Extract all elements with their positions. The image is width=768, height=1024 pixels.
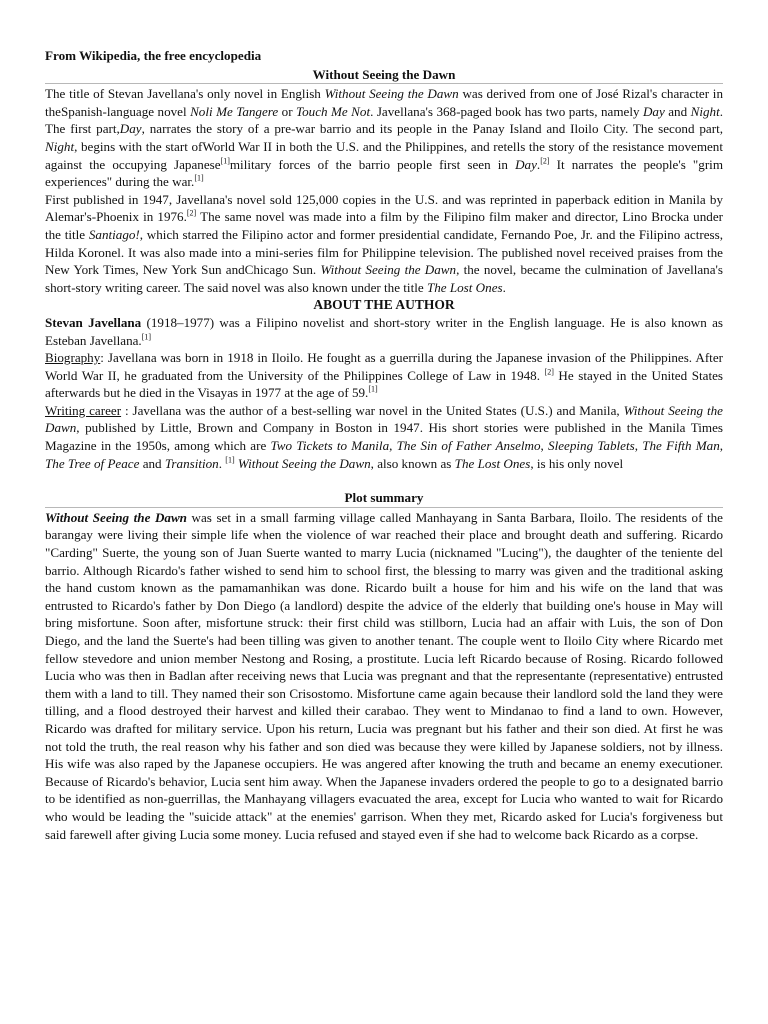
career-label: Writing career (45, 402, 122, 418)
biography-label: Biography (45, 350, 101, 366)
title-divider (45, 83, 723, 84)
story-title: The Tree of Peace (45, 455, 140, 471)
plot-text: was set in a small farming village called Manhayang in Santa Barbara, Iloilo. The residents of the barangay were living their simple life when the violence of war reached their place and brought death and suffering. Ricardo "Carding" Suerte, the young son of Juan Suerte wanted to marry Lucia (nicknamed "Lucing"), the daughter of the teniente del barrio. Although Ricardo's father wished to send him to school first, the blessing to marry was given and the traditional asking the hand custom known as the pamamanhikan was done. Ricardo built a house for him and his wife on the land that was entrusted to Ricardo's father by Don Diego (a landlord) despite the advice of the elderly that building one's house in May will bring misfortune. Soon after, misfortune struck: their first child was stillborn, Lucia had an affair with Luis, the son of Don Diego, and the land the Suerte's had been tilling was given to another tenant. The couple went to Iloilo City where Ricardo met fellow stevedore and union member Nestong and Rosing, a prostitute. Lucia left Ricardo because of Rosing. Ricardo followed Lucia who was then in Badlan after receiving news that Lucia was pregnant and that the representante (representative) entrusted them with a land to till. They named their son Crisostomo. Misfortune came again because their landlord sold the land they were tilling, and a flood destroyed their harvest and killed their carabao. They went to Mindanao to find a land to own. However, Ricardo was drafted for military service. Upon his return, Lucia was pregnant but his father and their son died. At first he was not told the truth, the real reason why his father and son died was because they were killed by Japanese soldiers, not by illness. His wife was also raped by the Japanese occupiers. He was angered after knowing the truth and became an enemy executioner. Because of Ricardo's behavior, Lucia sent him away. When the Japanese invaders ordered the people to go to a designated barrio to be identified as non-guerrillas, the Manhayang villagers evacuated the area, except for Lucia who wanted to wait for Ricardo who would be leading the "suicide attack" at the enemies' garrison. When they met, Ricardo asked for Lucia's forgiveness but said farewell after giving Lucia some money. Lucia refused and stayed even if she had to welcome back Ricardo as a corpse. (45, 509, 723, 842)
reference-link[interactable]: [1] (141, 332, 152, 342)
story-title: The Fifth Man (642, 438, 720, 454)
alt-title: The Lost Ones (426, 279, 503, 295)
source-line: From Wikipedia, the free encyclopedia (45, 48, 262, 63)
story-title: Sleeping Tablets (548, 438, 635, 454)
novel-title: Without Seeing the Dawn (320, 262, 457, 278)
part-title: Day (119, 121, 142, 137)
reference-link[interactable]: [1] (220, 156, 230, 166)
author-intro: (1918–1977) was a Filipino novelist and short-story writer in the English language. He is also known as Esteban Javellana. (45, 314, 723, 348)
part-title: Night (690, 103, 720, 119)
reference-link[interactable]: [2] (540, 156, 550, 166)
plot-divider (45, 507, 723, 508)
reference-link[interactable]: [2] (186, 208, 197, 218)
alt-title: The Lost Ones (454, 455, 531, 471)
story-title: Transition (164, 455, 219, 471)
reference-link[interactable]: [1] (225, 455, 235, 465)
story-title: The Sin of Father Anselmo (396, 438, 541, 454)
part-title: Day (515, 156, 537, 172)
reference-link[interactable]: [2] (544, 367, 554, 377)
about-heading: ABOUT THE AUTHOR (313, 297, 455, 313)
biography-paragraph (45, 349, 723, 402)
story-title: Two Tickets to Manila (270, 438, 390, 454)
intro-paragraph-1: The title of Stevan Javellana's only novel in English Without Seeing the Dawn was derived from one of José Rizal's character in theSpanish-language novel Noli Me Tangere or Touch Me Not. Javellana's 368-paged book has two parts, namely Day and Night. The first part,Day, narrates the story of a pre-war barrio and its people in the Panay Island and Iloilo City. The second part, Night, begins with the start ofWorld War II in both the U.S. and the Philippines, and retells the story of the resistance movement against the occupying Japanese[1]military forces of the barrio people first seen in Day.[2] It narrates the people's "grim experiences" during the war.[1] (45, 86, 724, 190)
novel-title: Without Seeing the Dawn (324, 86, 459, 102)
career-paragraph: Writing career : Javellana was the author of a best-selling war novel in the United States (U.S.) and Manila, Without Seeing the Dawn, published by Little, Brown and Company in Boston in 1947. His short stories were published in the Manila Times Magazine in the 1950s, among which are Two Tickets to Manila, The Sin of Father Anselmo, Sleeping Tablets, The Fifth Man, The Tree of Peace and Transition. [1] Without Seeing the Dawn, also known as The Lost Ones, is his only novel (45, 402, 724, 471)
intro-paragraph-2: First published in 1947, Javellana's novel sold 125,000 copies in the U.S. and was reprinted in paperback edition in Manila by Alemar's-Phoenix in 1976.[2] The same novel was made into a film by the Filipino film maker and director, Lino Brocka under the title Santiago!, which starred the Filipino actor and former presidential candidate, Fernando Poe, Jr. and the Filipino actress, Hilda Koronel. It was also made into a mini-series film for Philippine television. The published novel received praises from the New York Times, New York Sun andChicago Sun. Without Seeing the Dawn, the novel, became the culmination of Javellana's short-story writing career. The said novel was also known under the title The Lost Ones. (45, 191, 723, 295)
plot-paragraph (45, 509, 723, 843)
reference-link[interactable]: [1] (368, 384, 378, 394)
reference-link[interactable]: [1] (194, 173, 204, 183)
novel-title: Without Seeing the Dawn (237, 455, 371, 471)
novel-title: Without Seeing the Dawn (45, 402, 723, 436)
author-name: Stevan Javellana (45, 314, 142, 330)
book-title: Noli Me Tangere (190, 103, 279, 119)
part-title: Night (45, 138, 75, 154)
author-paragraph (45, 314, 723, 349)
plot-lead-title: Without Seeing the Dawn (45, 509, 187, 525)
plot-heading: Plot summary (344, 490, 424, 506)
biography-text: : Javellana was born in 1918 in Iloilo. He fought as a guerrilla during the Japanese invasion of the Philippines. After World War II, he graduated from the University of the Philippines College of Law in 1948. (45, 350, 723, 383)
document-title: Without Seeing the Dawn (312, 66, 456, 82)
document-page (45, 45, 723, 843)
biography-text-2: He stayed in the United States afterwards but he died in the Visayas in 1977 at the age of 59. (45, 367, 723, 401)
book-title: Touch Me Not (296, 103, 371, 119)
part-title: Day (642, 103, 665, 119)
film-title: Santiago! (88, 226, 140, 242)
